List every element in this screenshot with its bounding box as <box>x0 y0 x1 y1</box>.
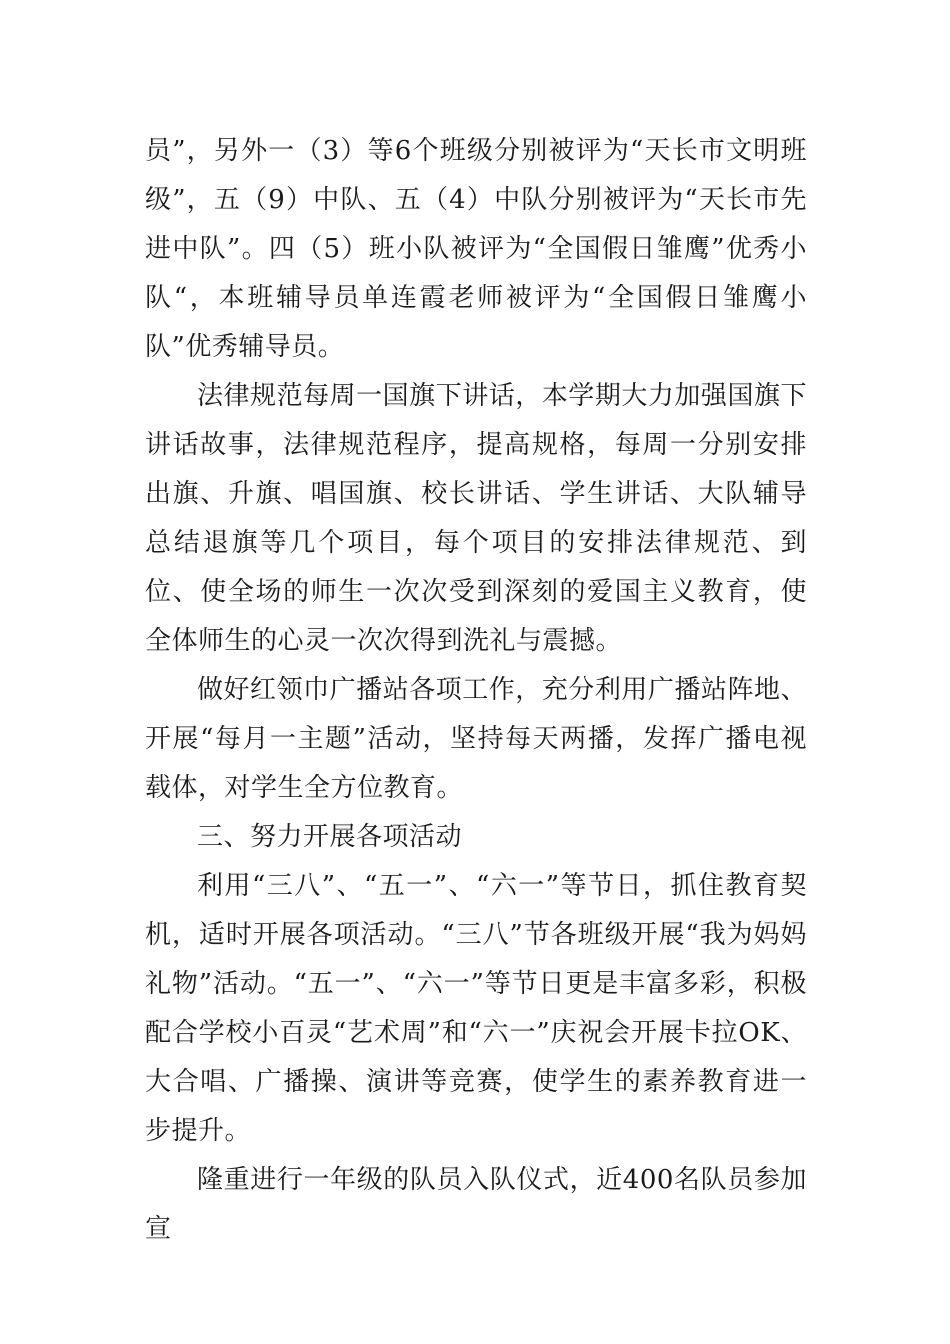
paragraph-holiday-activities: 利用“三八”、“五一”、“六一”等节日，抓住教育契机，适时开展各项活动。“三八”节各班级开展“我为妈妈礼物”活动。“五一”、“六一”等节日更是丰富多彩，积极配合学校小百灵“艺术周”和“六一”庆祝会开展卡拉OK、大合唱、广播操、演讲等竞赛，使学生的素养教育进一步提升。 <box>145 871 807 1146</box>
paragraph-awards-continuation: 员”，另外一（3）等6个班级分别被评为“天长市文明班级”，五（9）中队、五（4）中队分别被评为“天长市先进中队”。四（5）班小队被评为“全国假日雏鹰”优秀小队“，本班辅导员单连霞老师被评为“全国假日雏鹰小队”优秀辅导员。 <box>145 136 807 362</box>
section-heading-activities: 三、努力开展各项活动 <box>197 822 463 852</box>
paragraph-induction-ceremony: 隆重进行一年级的队员入队仪式，近400名队员参加宣 <box>145 1165 807 1244</box>
paragraph-flag-speech: 法律规范每周一国旗下讲话，本学期大力加强国旗下讲话故事，法律规范程序，提高规格，每周一分别安排出旗、升旗、唱国旗、校长讲话、学生讲话、大队辅导总结退旗等几个项目，每个项目的安排法律规范、到位、使全场的师生一次次受到深刻的爱国主义教育，使全体师生的心灵一次次得到洗礼与震撼。 <box>145 381 807 656</box>
document-body <box>145 127 807 1254</box>
paragraph-broadcast-station: 做好红领巾广播站各项工作，充分利用广播站阵地、开展“每月一主题”活动，坚持每天两播，发挥广播电视载体，对学生全方位教育。 <box>145 675 807 803</box>
